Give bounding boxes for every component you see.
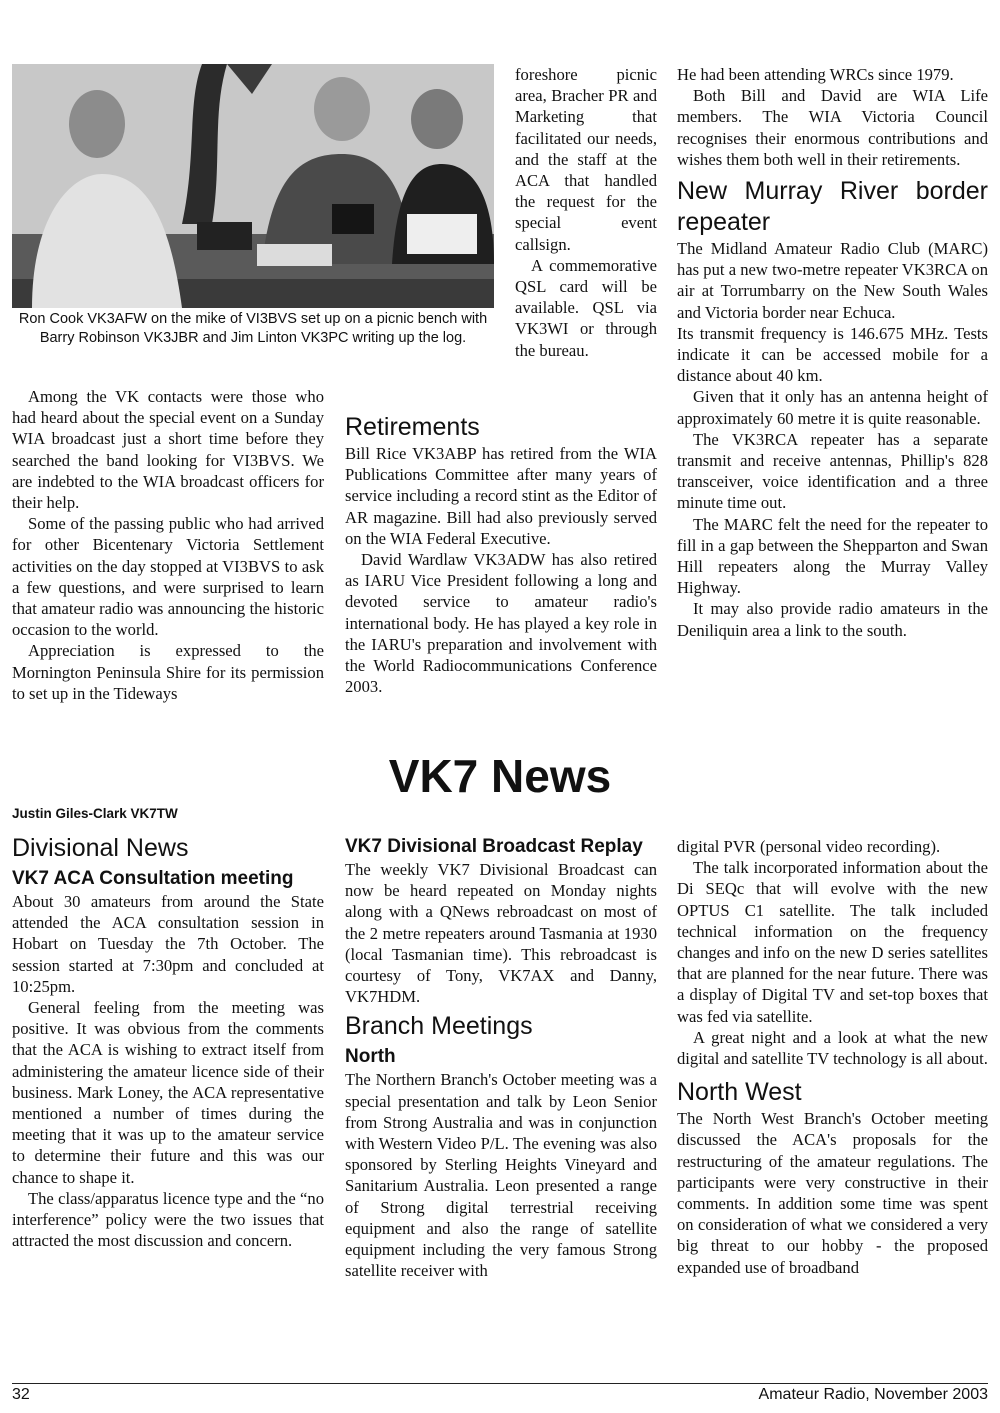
article-column-1 xyxy=(12,386,324,704)
north-west-heading: North West xyxy=(677,1078,802,1107)
section-title: VK7 News xyxy=(388,750,612,802)
paragraph: Bill Rice VK3ABP has retired from the WIA Publications Committee after many years of service including a record stint as the Editor of AR magazine. Bill had also previously served on the WIA Federal Executive. xyxy=(345,444,657,548)
paragraph: The talk incorporated information about the Di SEQc that will evolve with the new OPTUS C1 satellite. The talk included technical information on the frequency changes and info on the new D series satellites that are planned for the near future. There was a display of Digital TV and set-top boxes that was fed via satellite. xyxy=(677,858,988,1026)
paragraph: About 30 amateurs from around the State attended the ACA consultation session in Hobart on Tuesday the 7th October. The session started at 7:30pm and concluded at 10:25pm. xyxy=(12,892,324,996)
broadcast-replay-heading: VK7 Divisional Broadcast Replay xyxy=(345,836,643,857)
paragraph: Its transmit frequency is 146.675 MHz. Tests indicate it can be accessed mobile for a distance about 40 km. xyxy=(677,323,988,386)
photo-illustration xyxy=(12,64,494,308)
article-column-2 xyxy=(515,64,657,361)
vk7-column-1 xyxy=(12,833,324,1251)
north-heading: North xyxy=(345,1046,396,1068)
paragraph: digital PVR (personal video recording). xyxy=(677,837,941,856)
vk7-column-3 xyxy=(677,836,988,1278)
paragraph: Appreciation is expressed to the Mornington Peninsula Shire for its permission to set up in the Tideways xyxy=(12,641,324,703)
murray-heading: New Murray River border repeater xyxy=(677,177,988,237)
aca-consultation-heading: VK7 ACA Consultation meeting xyxy=(12,868,294,889)
paragraph: Among the VK contacts were those who had heard about the special event on a Sunday WIA broadcast just a short time before they searched the band looking for VI3BVS. We are indebted to the WIA broadcast officers for their help. xyxy=(12,387,324,513)
paragraph: The class/apparatus licence type and the “no interference” policy were the two issues that attracted the most discussion and concern. xyxy=(12,1188,324,1251)
page-number: 32 xyxy=(12,1386,30,1403)
retirements-heading: Retirements xyxy=(345,413,480,441)
paragraph: The North West Branch's October meeting discussed the ACA's proposals for the restructuring of the amateur regulations. The participants were very constructive in their comments. In addition some time was spent on consideration of what we considered a very big threat to our hobby - the proposed expanded use of broadband xyxy=(677,1109,988,1277)
paragraph: Some of the passing public who had arrived for other Bicentenary Victoria Settlement activities on the day stopped at VI3BVS to ask a few questions, and were surprised to learn that amateur radio was announcing the historic occasion to the world. xyxy=(12,514,324,640)
vk7-column-2 xyxy=(345,835,657,1281)
paragraph: He had been attending WRCs since 1979. xyxy=(677,65,954,84)
article-column-3 xyxy=(677,64,988,641)
paragraph: The MARC felt the need for the repeater to fill in a gap between the Shepparton and Swan Hill repeaters along the Murray Valley Highway. xyxy=(677,514,988,598)
branch-meetings-heading: Branch Meetings xyxy=(345,1012,533,1041)
paragraph: foreshore picnic area, Bracher PR and Marketing that facilitated our needs, and the staff at the ACA that handled the request for the special event callsign. xyxy=(515,65,657,254)
photo-caption: Ron Cook VK3AFW on the mike of VI3BVS set up on a picnic bench with Barry Robinson VK3JBR and Jim Linton VK3PC writing up the log. xyxy=(18,311,488,346)
paragraph: The Midland Amateur Radio Club (MARC) has put a new two-metre repeater VK3RCA on air at Torrumbarry on the New South Wales and Victoria border near Echuca. xyxy=(677,239,988,322)
publication-title: Amateur Radio, November 2003 xyxy=(758,1386,988,1403)
paragraph: The weekly VK7 Divisional Broadcast can now be heard repeated on Monday nights along with a QNews rebroadcast on most of the 2 metre repeaters around Tasmania at 1930 (local Tasmanian time). This rebroadcast is courtesy of Tony, VK7AX and Danny, VK7HDM. xyxy=(345,860,657,1007)
paragraph: The VK3RCA repeater has a separate transmit and receive antennas, Phillip's 828 transceiver, voice identification and a three minute time out. xyxy=(677,429,988,513)
paragraph: A commemorative QSL card will be available. QSL via VK3WI or through the bureau. xyxy=(515,255,657,360)
paragraph: It may also provide radio amateurs in the Deniliquin area a link to the south. xyxy=(677,599,988,640)
paragraph: Both Bill and David are WIA Life members. The WIA Victoria Council recognises their enormous contributions and wishes them both well in their retirements. xyxy=(677,86,988,169)
article-photo xyxy=(12,64,494,308)
paragraph: General feeling from the meeting was positive. It was obvious from the comments that the ACA is wishing to extract itself from administering the amateur licence side of their business. Mark Loney, the ACA representative mentioned a number of times during the meeting that it was up to the amateur service to determine their future and this was our chance to shape it. xyxy=(12,998,324,1187)
paragraph: The Northern Branch's October meeting was a special presentation and talk by Leon Senior from Strong Australia and was in conjunction with Western Video P/L. The evening was also sponsored by Sterling Heights Vineyard and Sanitarium Australia. Leon presented a range of Strong digital terrestrial receiving equipment and also the range of satellite equipment including the very famous Strong satellite receiver with xyxy=(345,1070,657,1281)
paragraph: A great night and a look at what the new digital and satellite TV technology is all about. xyxy=(677,1027,988,1069)
divisional-news-heading: Divisional News xyxy=(12,834,189,862)
footer-rule xyxy=(12,1383,988,1384)
paragraph: David Wardlaw VK3ADW has also retired as IARU Vice President following a long and devoted service to amateur radio's international body. He has played a key role in the IARU's preparation and involvement with the World Radiocommunications Conference 2003. xyxy=(345,550,657,697)
author-byline: Justin Giles-Clark VK7TW xyxy=(12,806,178,821)
paragraph: Given that it only has an antenna height of approximately 60 metre it is quite reasonable. xyxy=(677,387,988,428)
retirements-section xyxy=(345,412,657,697)
